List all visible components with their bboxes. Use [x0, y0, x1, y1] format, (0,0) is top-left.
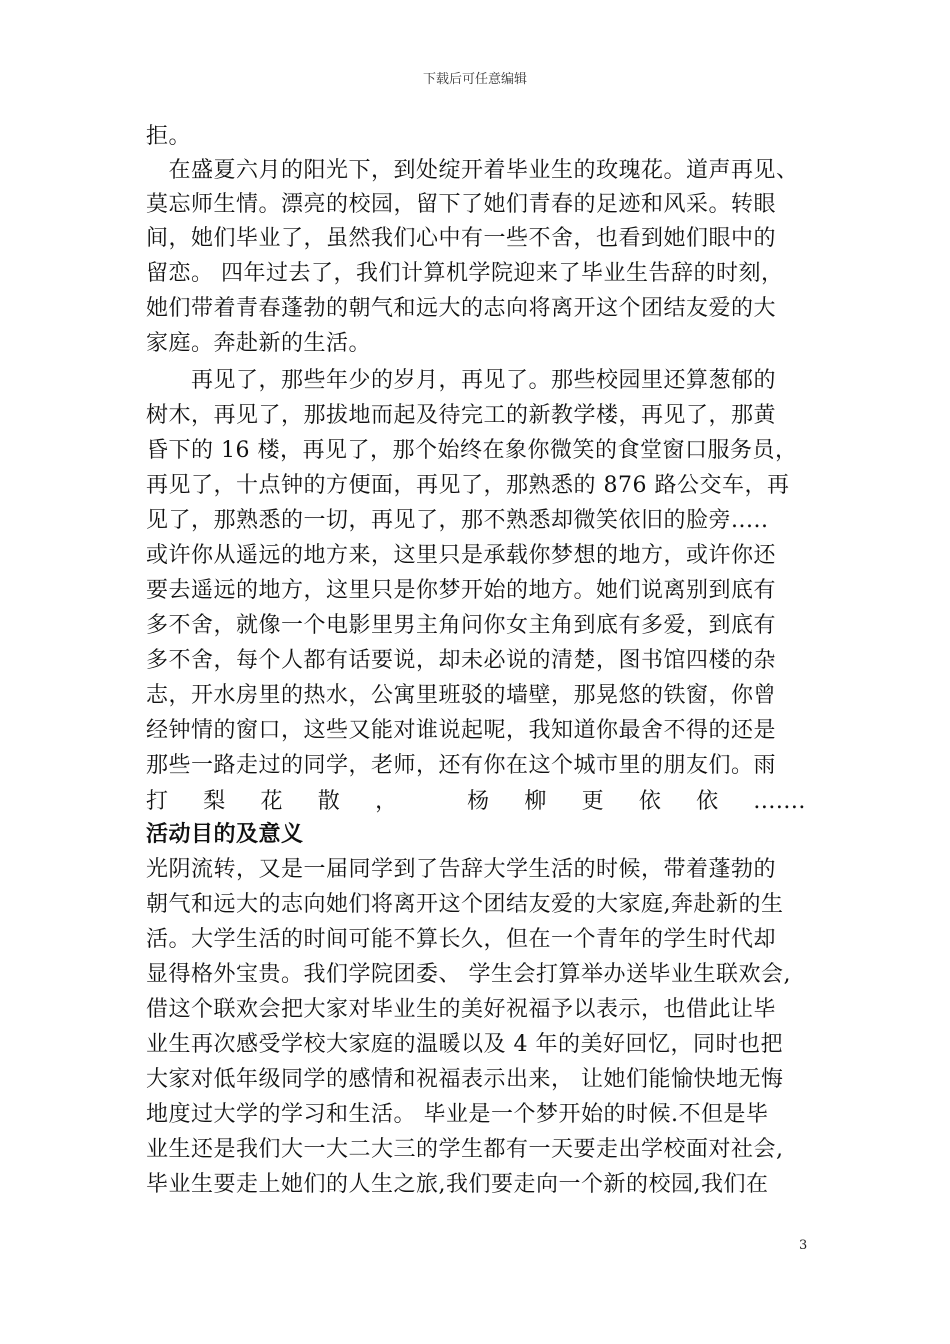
text-line: 业生还是我们大一大二大三的学生都有一天要走出学校面对社会, — [146, 1137, 784, 1162]
text-line: 那些一路走过的同学，老师，还有你在这个城市里的朋友们。雨 — [146, 753, 777, 778]
page-number: 3 — [799, 1238, 808, 1253]
spread-char: 杨 — [467, 789, 490, 814]
spread-char: 花 — [260, 789, 284, 814]
text-line: 业生再次感受学校大家庭的温暖以及 4 年的美好回忆，同时也把 — [146, 1032, 783, 1057]
text-line: 毕业生要走上她们的人生之旅,我们要走向一个新的校园,我们在 — [146, 1172, 769, 1197]
text-line: 莫忘师生情。漂亮的校园，留下了她们青春的足迹和风采。转眼 — [146, 192, 777, 217]
text-line: 或许你从遥远的地方来，这里只是承载你梦想的地方，或许你还 — [146, 543, 777, 568]
text-line: 多不舍，就像一个电影里男主角问你女主角到底有多爱，到底有 — [146, 613, 777, 638]
spread-char: 依 — [638, 789, 662, 814]
text-line: 见了，那熟悉的一切，再见了，那不熟悉却微笑依旧的脸旁..... — [146, 508, 769, 533]
spread-char: 更 — [581, 789, 605, 814]
spread-char: 柳 — [524, 789, 547, 814]
text-line: 要去遥远的地方，这里只是你梦开始的地方。她们说离别到底有 — [146, 578, 777, 603]
spread-char: 依 — [696, 789, 719, 814]
text-line: 借这个联欢会把大家对毕业生的美好祝福予以表示，也借此让毕 — [146, 997, 777, 1022]
text-line: 再见了，十点钟的方便面，再见了，那熟悉的 876 路公交车，再 — [146, 473, 790, 498]
text-line: 家庭。奔赴新的生活。 — [146, 331, 372, 356]
spread-text-line — [146, 789, 806, 815]
text-line: 经钟情的窗口，这些又能对谁说起呢，我知道你最舍不得的还是 — [146, 718, 777, 743]
text-line: 拒。 — [146, 124, 192, 149]
text-line: 地度过大学的学习和生活。 毕业是一个梦开始的时候.不但是毕 — [146, 1102, 769, 1127]
spread-char: 打 — [146, 789, 169, 814]
spread-char: 梨 — [203, 789, 226, 814]
text-line: 活。大学生活的时间可能不算长久，但在一个青年的学生时代却 — [146, 927, 777, 952]
text-line: 间，她们毕业了，虽然我们心中有一些不舍，也看到她们眼中的 — [146, 226, 777, 251]
text-line: 在盛夏六月的阳光下，到处绽开着毕业生的玫瑰花。道声再见、 — [146, 158, 799, 183]
text-line: 树木，再见了，那拔地而起及待完工的新教学楼，再见了，那黄 — [146, 403, 777, 428]
text-line: 昏下的 16 楼，再见了，那个始终在象你微笑的食堂窗口服务员， — [146, 438, 798, 463]
text-line: 显得格外宝贵。我们学院团委、 学生会打算举办送毕业生联欢会, — [146, 962, 791, 987]
spread-char: ....... — [753, 789, 806, 814]
text-line: 多不舍，每个人都有话要说，却未必说的清楚，图书馆四楼的杂 — [146, 648, 777, 673]
text-line: 大家对低年级同学的感情和祝福表示出来， 让她们能愉快地无悔 — [146, 1067, 784, 1092]
spread-char: ， — [375, 789, 398, 814]
text-line: 志，开水房里的热水，公寓里班驳的墙壁，那晃悠的铁窗，你曾 — [146, 683, 777, 708]
text-line: 朝气和远大的志向她们将离开这个团结友爱的大家庭,奔赴新的生 — [146, 892, 784, 917]
text-line: 她们带着青春蓬勃的朝气和远大的志向将离开这个团结友爱的大 — [146, 296, 777, 321]
spread-char: 散 — [317, 789, 341, 814]
text-line: 光阴流转，又是一届同学到了告辞大学生活的时候，带着蓬勃的 — [146, 857, 777, 882]
text-line: 再见了，那些年少的岁月，再见了。那些校园里还算葱郁的 — [146, 368, 777, 393]
section-heading: 活动目的及意义 — [146, 822, 304, 847]
text-line: 留恋。 四年过去了，我们计算机学院迎来了毕业生告辞的时刻， — [146, 261, 784, 286]
page-header: 下载后可任意编辑 — [422, 72, 527, 87]
